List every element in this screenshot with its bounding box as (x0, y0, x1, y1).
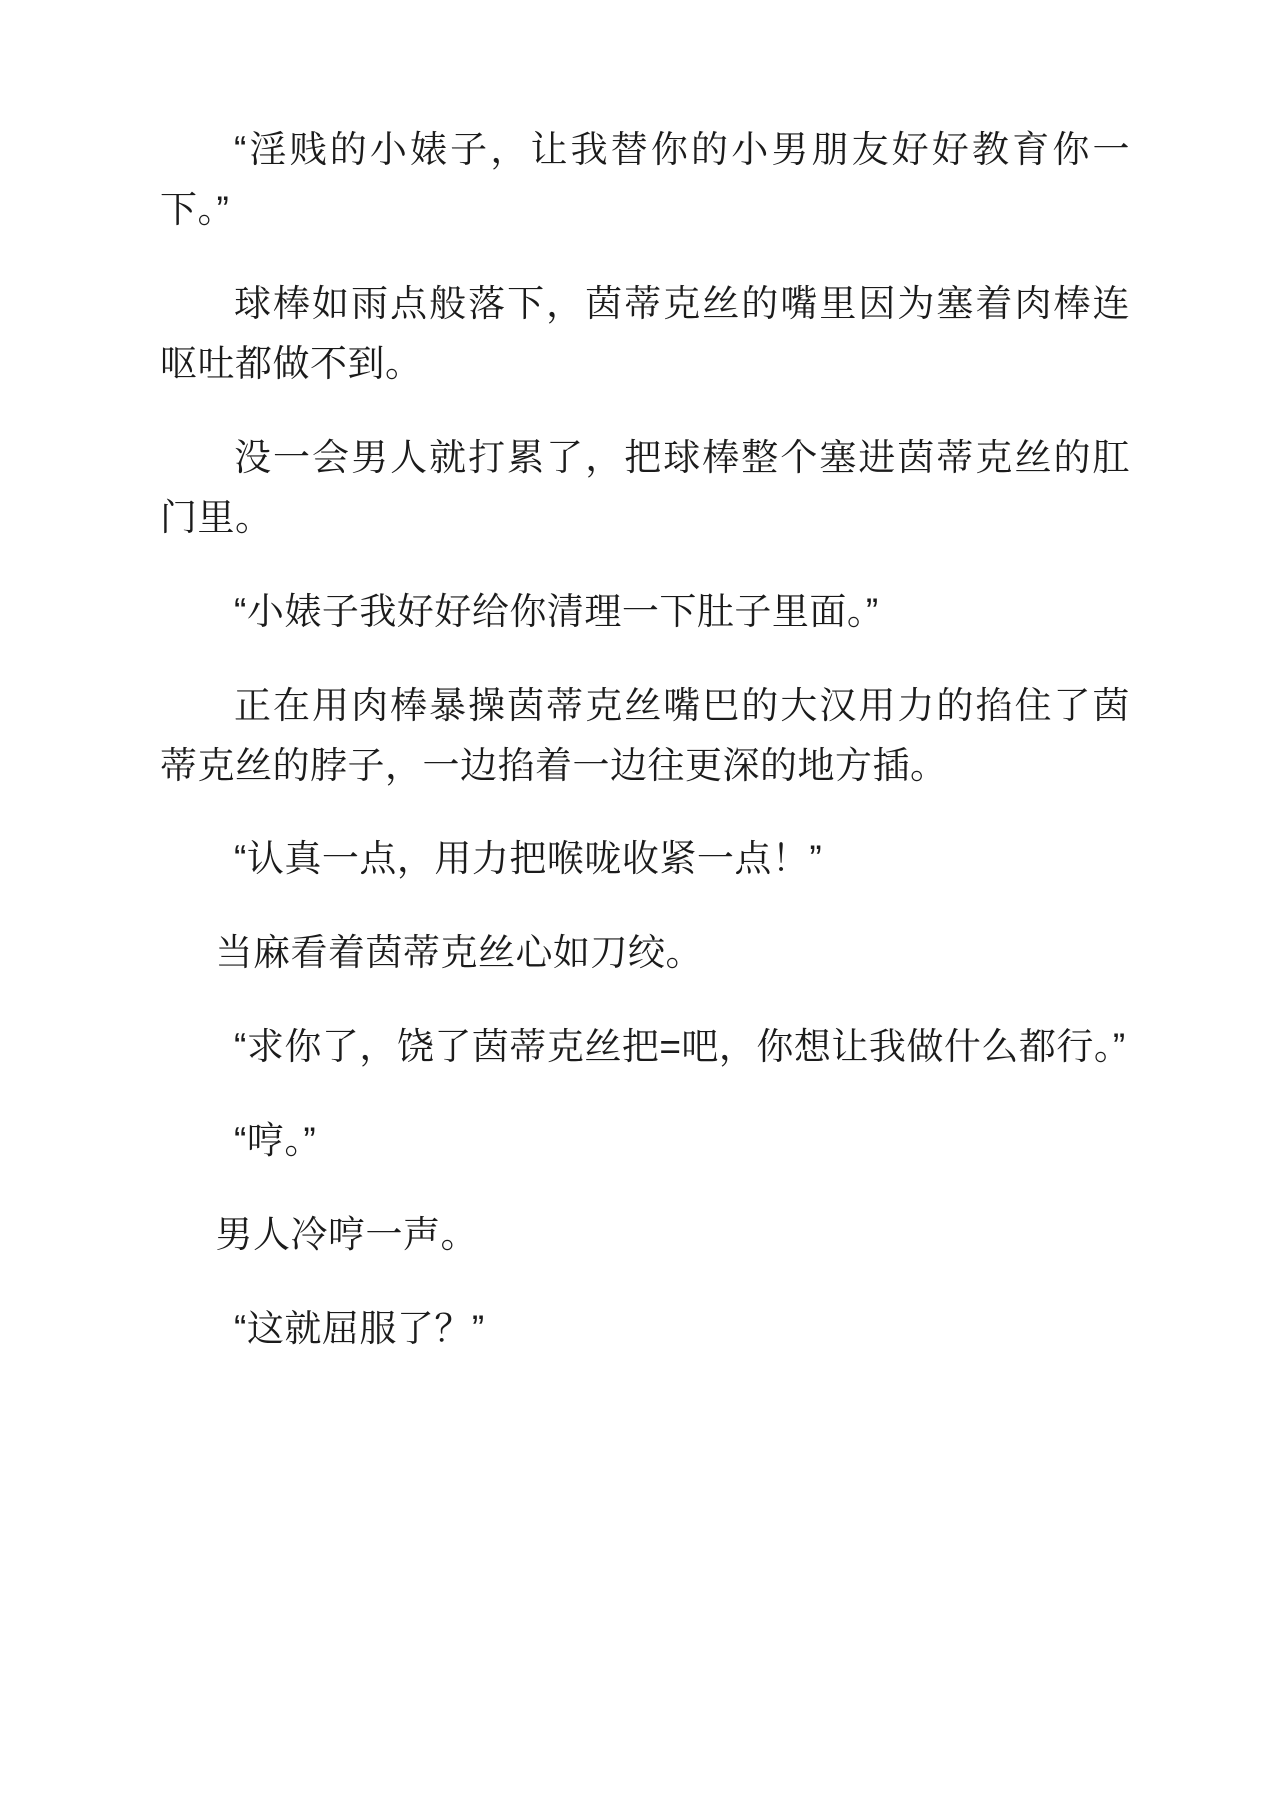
paragraph: “哼。” (234, 1120, 317, 1162)
paragraph: 当麻看着茵蒂克丝心如刀绞。 (215, 932, 703, 974)
paragraph: 没一会男人就打累了，把球棒整个塞进茵蒂克丝的肛门里。 (160, 436, 1130, 538)
paragraph: “小婊子我好好给你清理一下肚子里面。” (234, 590, 879, 632)
paragraph: “求你了，饶了茵蒂克丝把=吧，你想让我做什么都行。” (234, 1026, 1126, 1068)
paragraph: 正在用肉棒暴操茵蒂克丝嘴巴的大汉用力的掐住了茵蒂克丝的脖子，一边掐着一边往更深的地方插。 (160, 684, 1130, 786)
paragraph: “这就屈服了？” (234, 1308, 485, 1350)
document-body (160, 120, 1130, 1359)
paragraph: 男人冷哼一声。 (215, 1214, 478, 1256)
paragraph: “认真一点，用力把喉咙收紧一点！” (234, 838, 823, 880)
paragraph: “淫贱的小婊子，让我替你的小男朋友好好教育你一下。” (160, 129, 1130, 230)
paragraph: 球棒如雨点般落下，茵蒂克丝的嘴里因为塞着肉棒连呕吐都做不到。 (160, 282, 1130, 384)
